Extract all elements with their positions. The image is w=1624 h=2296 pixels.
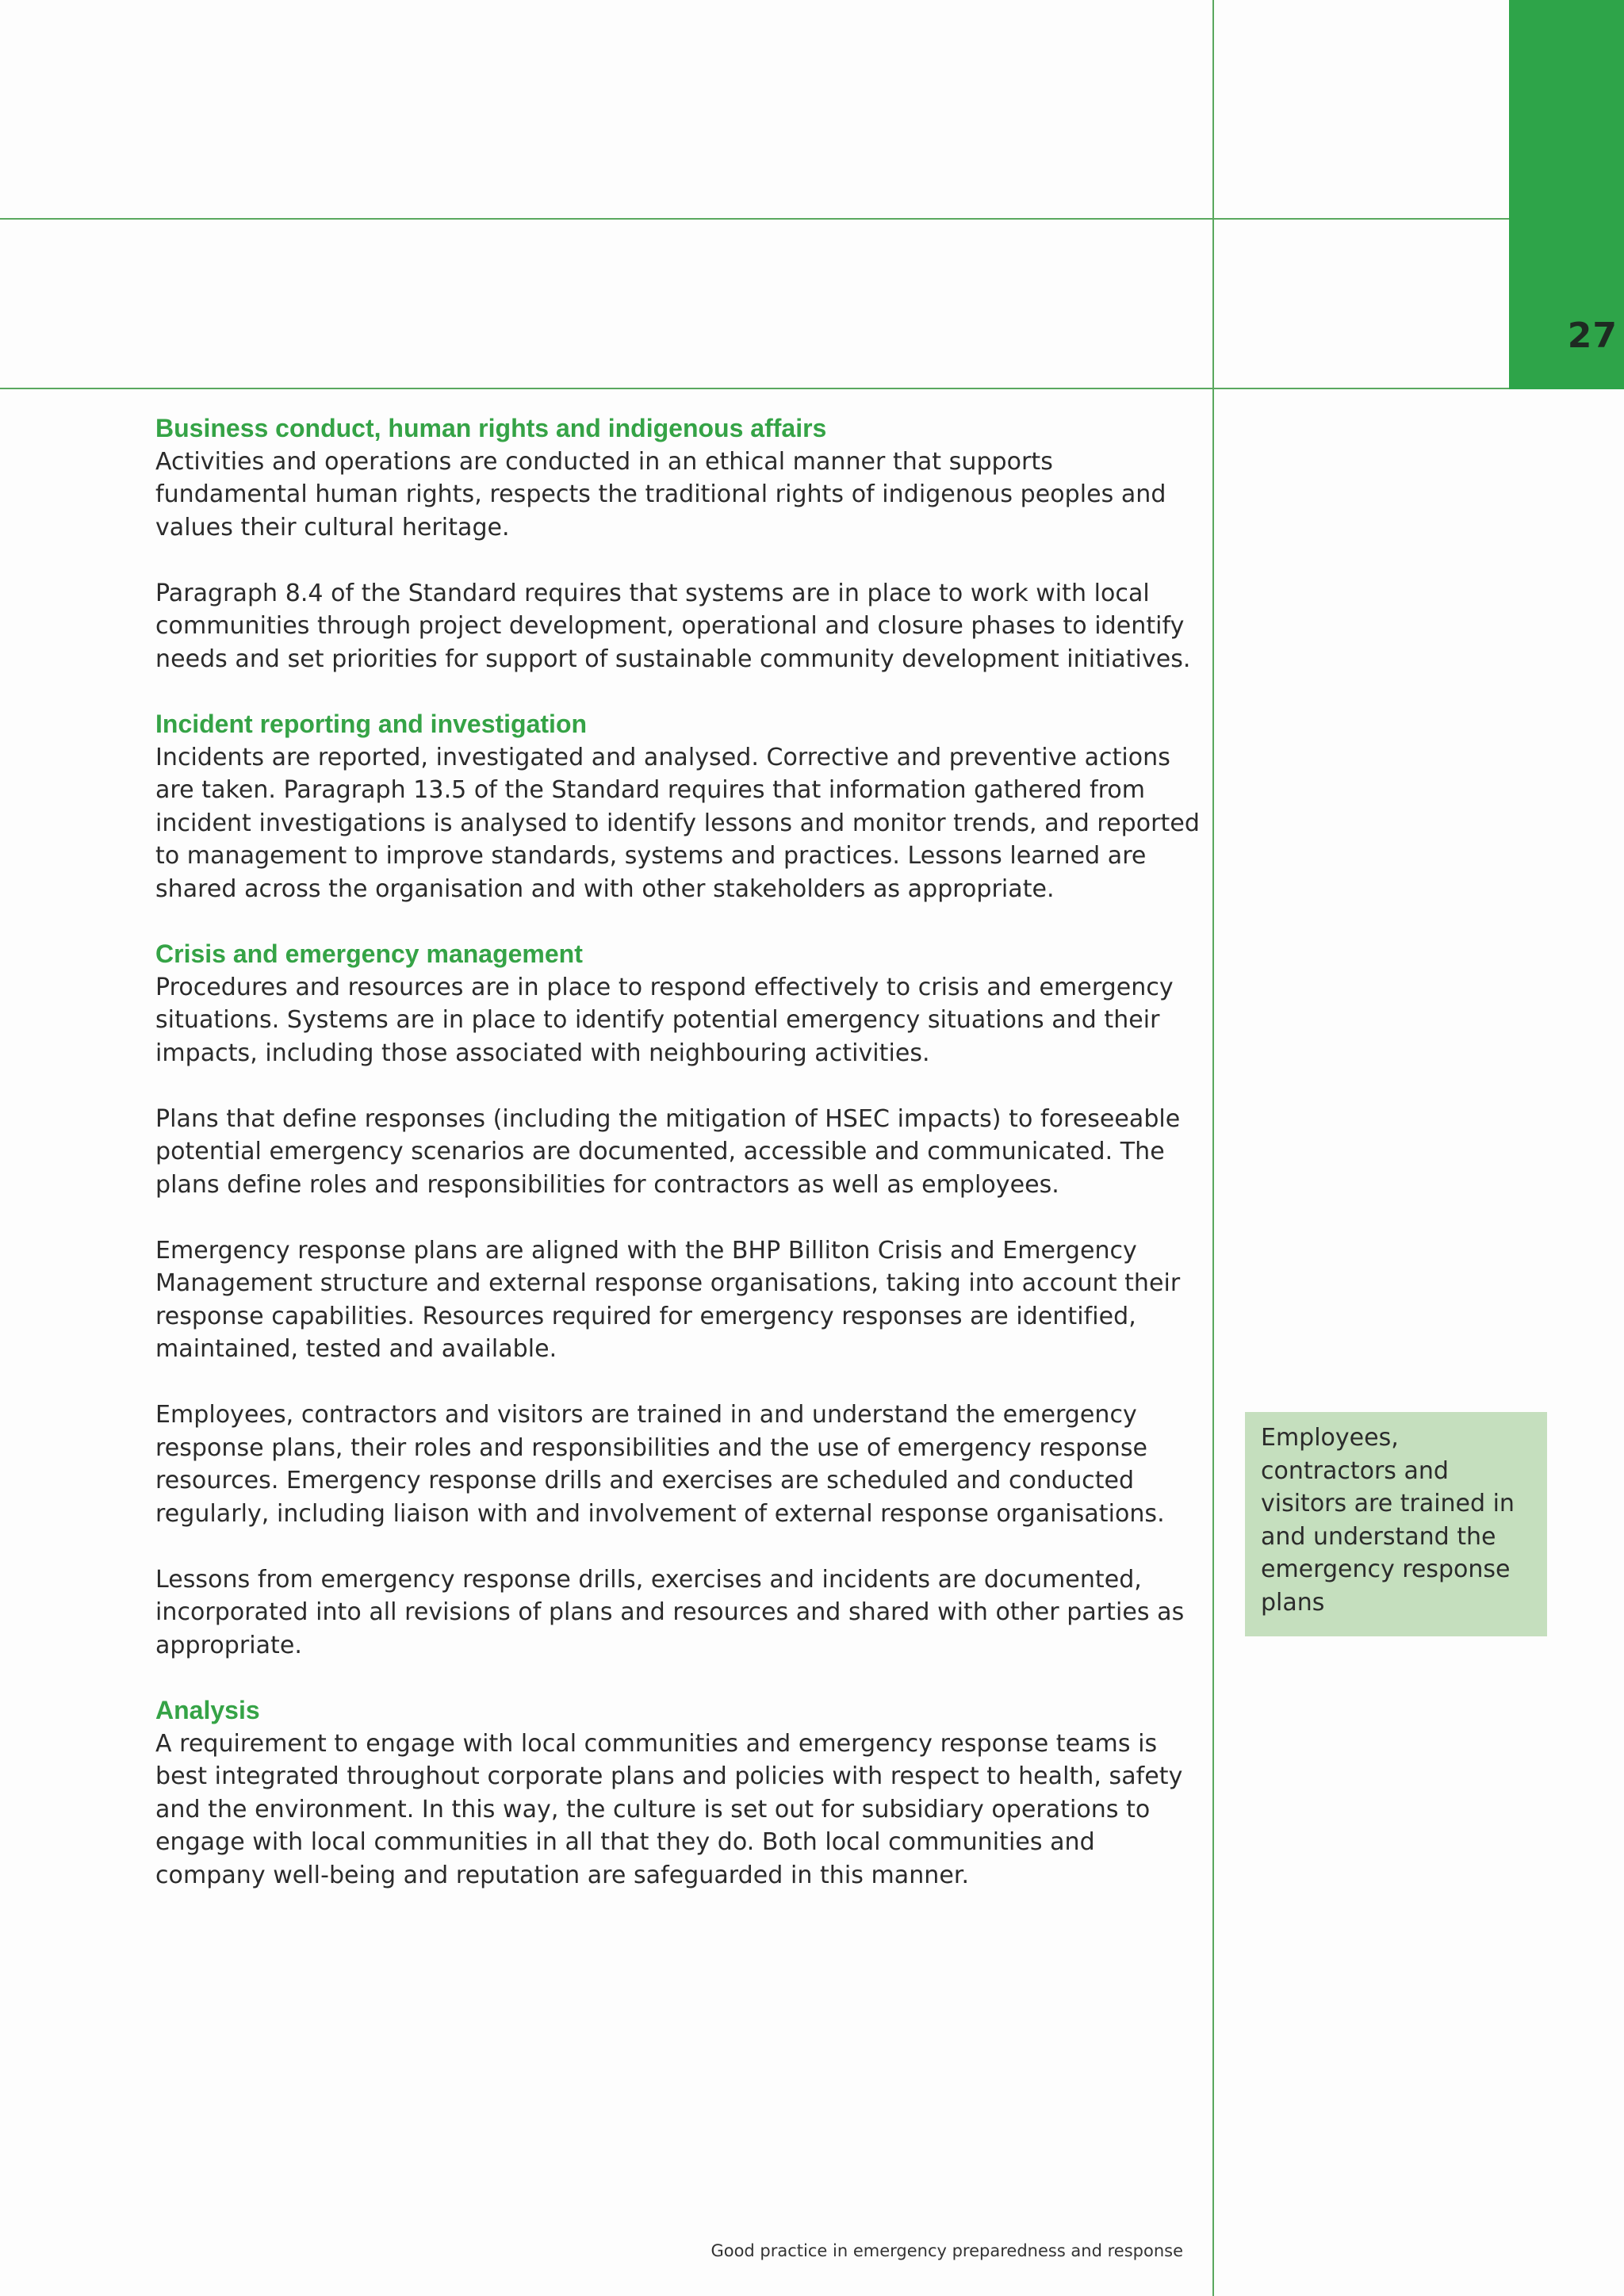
page-number-tab: [1509, 0, 1624, 389]
section-heading: Incident reporting and investigation: [155, 710, 588, 738]
paragraph: Employees, contractors and visitors are trained in and understand the emergency response plans, their roles and responsibilities and the use of emergency response resources. Emergency response drills and exercises are scheduled and conducted regularly, including liaison with and involvement of external response organisations.: [155, 1401, 1165, 1528]
section-crisis-emergency: [155, 938, 1202, 1662]
paragraph: Lessons from emergency response drills, exercises and incidents are documented, incorporated into all revisions of plans and resources and shared with other parties as appropriate.: [155, 1565, 1185, 1659]
section-heading: Crisis and emergency management: [155, 939, 583, 968]
paragraph: Paragraph 8.4 of the Standard requires that systems are in place to work with local communities through project development, operational and closure phases to identify needs and set priorities for support of sustainable community development initiatives.: [155, 579, 1191, 673]
paragraph: Plans that define responses (including the mitigation of HSEC impacts) to foreseeable potential emergency scenarios are documented, accessible and communicated. The plans define roles and responsibilities for contractors as well as employees.: [155, 1104, 1181, 1199]
pull-quote-callout: [1245, 1412, 1547, 1636]
section-heading: Business conduct, human rights and indigenous affairs: [155, 414, 827, 442]
callout-text: Employees, contractors and visitors are trained in and understand the emergency response plans: [1261, 1424, 1515, 1617]
section-analysis: [155, 1694, 1202, 1892]
paragraph: A requirement to engage with local communities and emergency response teams is best integrated throughout corporate plans and policies with respect to health, safety and the environment. In this way, the culture is set out for subsidiary operations to engage with local communities in all that they do. Both local communities and company well-being and reputation are safeguarded in this manner.: [155, 1729, 1183, 1889]
top-horizontal-rule: [0, 218, 1509, 220]
header-bottom-rule: [0, 388, 1509, 389]
section-incident-reporting: [155, 708, 1202, 905]
running-footer: Good practice in emergency preparedness and response: [710, 2241, 1183, 2260]
paragraph: Emergency response plans are aligned with the BHP Billiton Crisis and Emergency Management structure and external response organisations, taking into account their response capabilities. Resources required for emergency responses are identified, maintained, tested and available.: [155, 1236, 1181, 1363]
paragraph: Procedures and resources are in place to respond effectively to crisis and emergency situations. Systems are in place to identify potential emergency situations and their impacts, including those associated with neighbouring activities.: [155, 973, 1174, 1067]
main-text-column: [155, 412, 1202, 1924]
section-business-conduct: [155, 412, 1202, 675]
paragraph: Activities and operations are conducted in an ethical manner that supports fundamental human rights, respects the traditional rights of indigenous peoples and values their cultural heritage.: [155, 447, 1166, 541]
section-heading: Analysis: [155, 1696, 260, 1724]
margin-vertical-rule: [1212, 0, 1214, 2296]
paragraph: Incidents are reported, investigated and analysed. Corrective and preventive actions are taken. Paragraph 13.5 of the Standard requires that information gathered from incident investigations is analysed to identify lessons and monitor trends, and reported to management to improve standards, systems and practices. Lessons learned are shared across the organisation and with other stakeholders as appropriate.: [155, 743, 1200, 903]
page-number: 27: [1567, 316, 1618, 356]
